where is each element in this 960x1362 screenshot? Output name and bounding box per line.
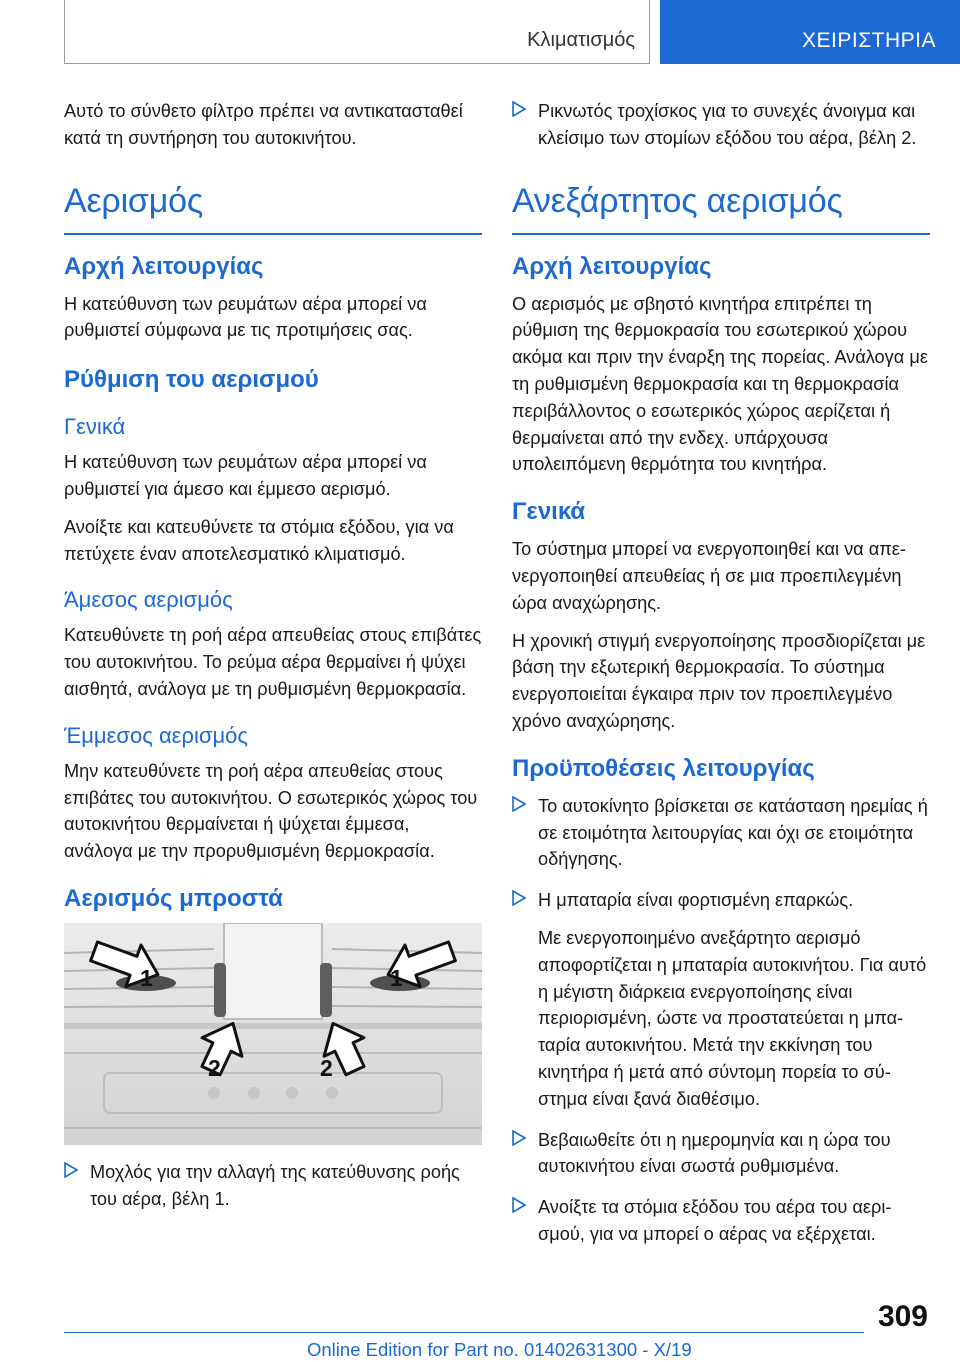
- dashboard-vent-illustration: [64, 923, 482, 1145]
- heading-rule: [512, 233, 930, 235]
- triangle-bullet-icon: [512, 1197, 526, 1213]
- page-number: 309: [877, 1300, 928, 1333]
- header-chapter: Κλιματισμός: [527, 29, 635, 51]
- prereq-bullet-1: Το αυτοκίνητο βρίσκεται σε κατάσταση ηρεμίας ή σε ετοιμότητα λειτουργίας και όχι σε ετοιμότητα οδήγησης.: [538, 795, 928, 870]
- prerequisites-list: [512, 793, 930, 1248]
- figure-label-arrow1-right: 1: [390, 964, 403, 991]
- triangle-bullet-icon: [64, 1162, 78, 1178]
- vent-figure: [64, 923, 482, 1145]
- triangle-bullet-icon: [512, 796, 526, 812]
- list-item: [512, 1127, 930, 1181]
- heading-general-right: Γενικά: [512, 498, 586, 526]
- left-column: [64, 98, 482, 1227]
- list-item: [64, 1159, 482, 1213]
- figure-label-arrow2-left: 2: [208, 1054, 221, 1081]
- aux-general-paragraph-1: Το σύστημα μπορεί να ενεργοποιηθεί και να απενεργοποιηθεί απευθείας ή σε μια προεπιλεγμένη ώρα αναχώρησης.: [512, 539, 906, 613]
- list-item: [512, 98, 930, 152]
- heading-auxiliary-ventilation: Ανεξάρτητος αερισμός: [512, 181, 843, 220]
- general-paragraph-1: Η κατεύθυνση των ρευμάτων αέρα μπορεί να ρυθμιστεί για άμεσο και έμμεσο αερισμό.: [64, 452, 427, 499]
- prereq-bullet-4: Ανοίξτε τα στόμια εξόδου του αέρα του αερισμού, για να μπορεί ο αέρας να εξέρχεται.: [538, 1197, 892, 1244]
- list-item: [512, 793, 930, 873]
- front-vent-list: [64, 1159, 482, 1213]
- lever-bullet-text: Μοχλός για την αλλαγή της κατεύθυνσης ροής του αέρα, βέλη 1.: [90, 1161, 460, 1209]
- heading-rule: [64, 233, 482, 235]
- aux-general-paragraph-2: Η χρονική στιγμή ενεργοποίησης προσδιορίζεται με βάση την εξωτερική θερμοκρασία. Το σύστημα ενεργοποιείται έγκαιρα πριν τον προεπιλεγμένο χρόνο αναχώρησης.: [512, 630, 926, 731]
- triangle-bullet-icon: [512, 890, 526, 906]
- heading-setting: Ρύθμιση του αερισμού: [64, 366, 319, 394]
- triangle-bullet-icon: [512, 101, 526, 117]
- prereq-bullet-2: Η μπαταρία είναι φορτισμένη επαρκώς.: [538, 890, 854, 911]
- header-section-label: ΧΕΙΡΙΣΤΗΡΙΑ: [802, 29, 937, 52]
- direct-paragraph: Κατευθύνετε τη ροή αέρα απευθείας στους επιβάτες του αυτοκινήτου. Το ρεύμα αέρα θερμαίνει ή ψύχει αισθητά, ανάλογα με τη ρυθμισμένη θερμοκρασία.: [64, 625, 482, 699]
- triangle-bullet-icon: [512, 1130, 526, 1146]
- figure-label-arrow1-left: 1: [140, 964, 153, 991]
- heading-direct: Άμεσος αερισμός: [64, 587, 233, 613]
- list-item: [512, 1194, 930, 1248]
- footer-rule: [64, 1332, 864, 1333]
- heading-principle-right: Αρχή λειτουργίας: [512, 252, 712, 280]
- prereq-bullet-3: Βεβαιωθείτε ότι η ημερομηνία και η ώρα του αυτοκινήτου είναι σωστά ρυθμισμένα.: [538, 1129, 891, 1177]
- heading-ventilation: Αερισμός: [64, 181, 203, 220]
- prereq-bullet-2-note: Με ενεργοποιημένο ανεξάρτητο αερισμό αποφορτίζεται η μπαταρία αυτοκινήτου. Για αυτό η μέγιστη διάρκεια ενεργοποίησης είναι περιορισμένη, ώστε να προστατεύεται η μπαταρία αυτοκινήτου. Μετά την εκκίνηση του κινητήρα ή μετά από σύντομη πορεία το σύστημα είναι ξανά διαθέσιμο.: [538, 927, 927, 1109]
- wheel-bullet-text: Ρικνωτός τροχίσκος για το συνεχές άνοιγμα και κλείσιμο των στομίων εξόδου του αέρα, βέλη 2.: [538, 101, 917, 148]
- list-item: [512, 887, 930, 1112]
- aux-principle-paragraph: Ο αερισμός με σβηστό κινητήρα επιτρέπει τη ρύθμιση της θερμοκρασία του εσωτερικού χώρου ακόμα και πριν την έναρξη της πορείας. Ανάλογα με τη ρυθμισμένη θερμοκρασία και τη θερμοκρασία περιβάλλοντος ο εσωτερικός χώρος αερίζεται ή θερμαίνεται από την ενδεχ. υπάρχουσα υπολειπόμενη θερμότητα του κινητήρα.: [512, 293, 928, 475]
- indirect-paragraph: Μην κατευθύνετε τη ροή αέρα απευθείας στους επιβάτες του αυτοκινήτου. Ο εσωτερικός χώρος του αυτοκινήτου θερμαίνεται ή ψύχεται έμμεσα, ανάλογα με την προρυθμισμένη θερμοκρασία.: [64, 760, 478, 862]
- footer-edition-link[interactable]: Online Edition for Part no. 01402631300 - X/19: [307, 1339, 692, 1360]
- right-column: [512, 98, 930, 1262]
- heading-principle: Αρχή λειτουργίας: [64, 252, 264, 280]
- header-section-tab[interactable]: [660, 0, 960, 64]
- heading-indirect: Έμμεσος αερισμός: [64, 722, 248, 748]
- figure-label-arrow2-right: 2: [320, 1054, 333, 1081]
- heading-general: Γενικά: [64, 414, 126, 440]
- header-chapter-box: [64, 0, 650, 64]
- wheel-list: [512, 98, 930, 152]
- general-paragraph-2: Ανοίξτε και κατευθύνετε τα στόμια εξόδου, για να πετύχετε έναν αποτελεσματικό κλιματισμό.: [64, 516, 454, 564]
- principle-paragraph: Η κατεύθυνση των ρευμάτων αέρα μπορεί να ρυθμιστεί σύμφωνα με τις προτιμήσεις σας.: [64, 293, 427, 341]
- heading-front: Αερισμός μπροστά: [64, 884, 283, 912]
- intro-paragraph: Αυτό το σύνθετο φίλτρο πρέπει να αντικατασταθεί κατά τη συντήρηση του αυτοκινήτου.: [64, 101, 463, 148]
- heading-prerequisites: Προϋποθέσεις λειτουργίας: [512, 754, 815, 782]
